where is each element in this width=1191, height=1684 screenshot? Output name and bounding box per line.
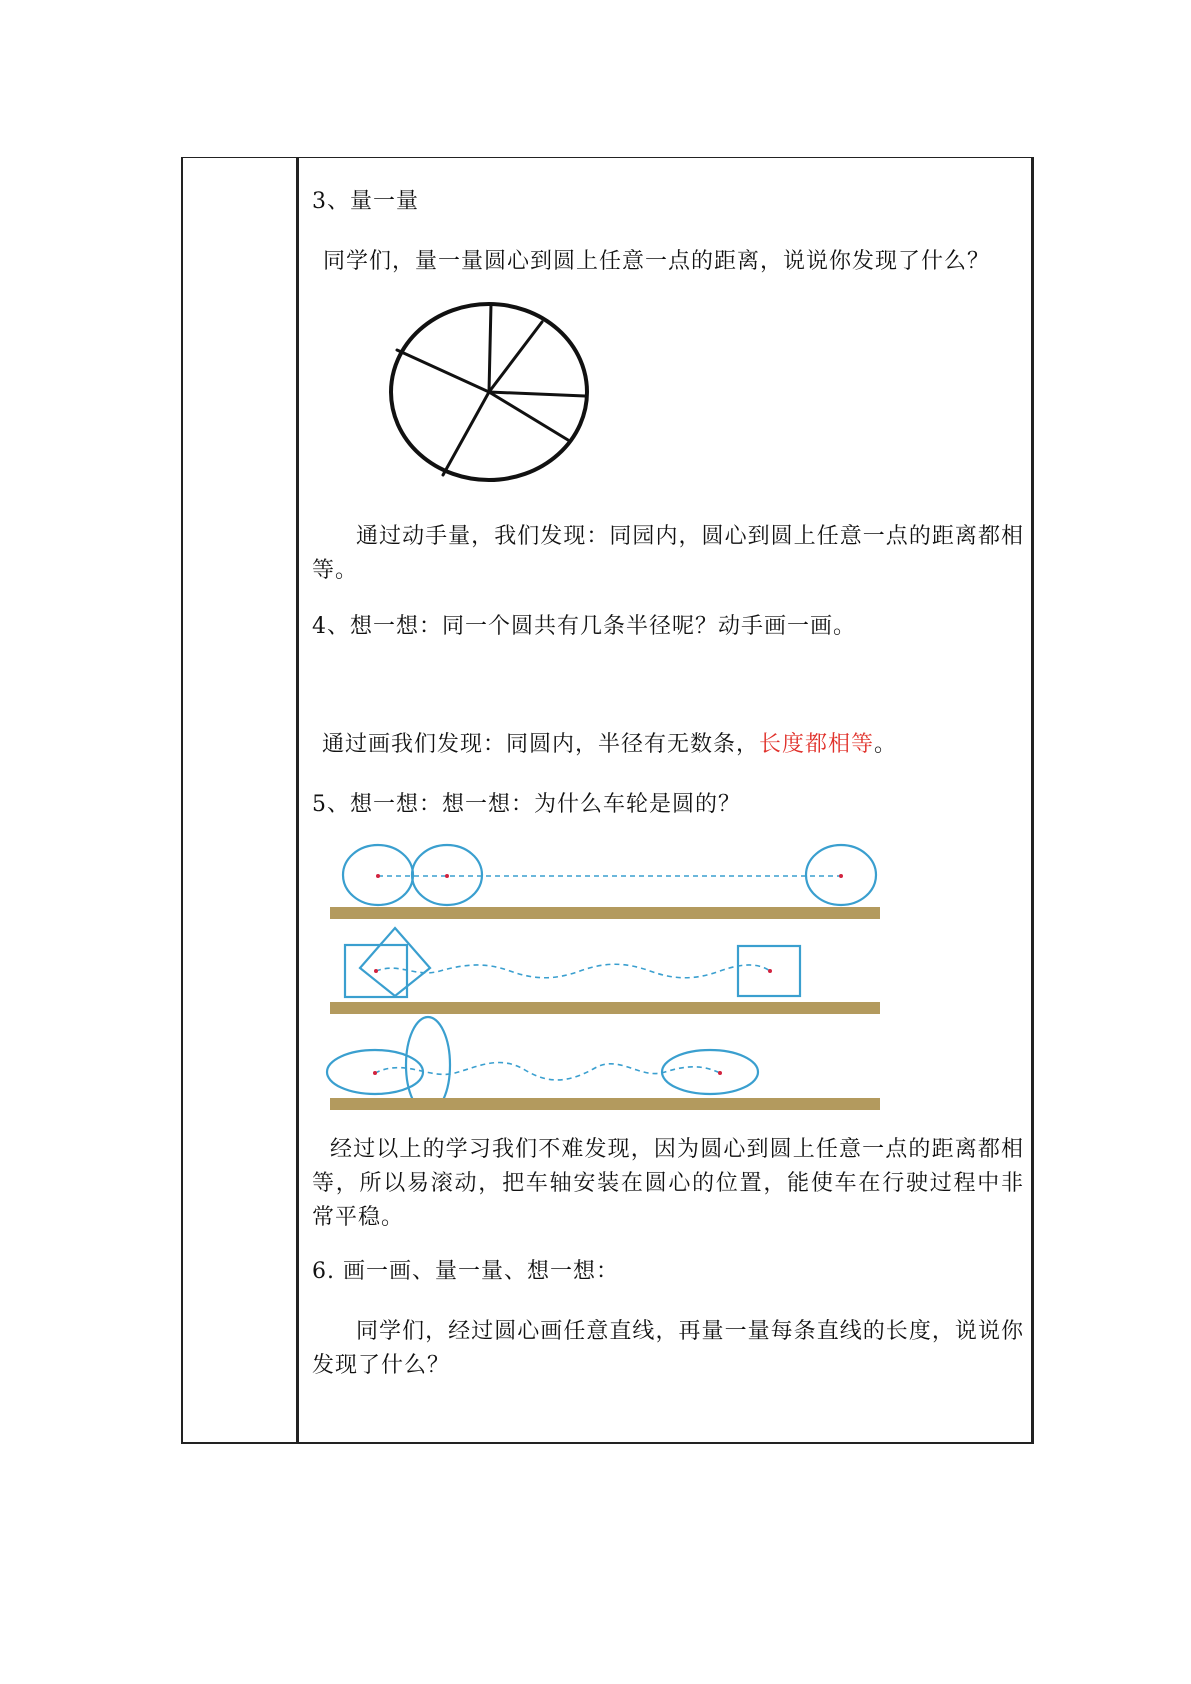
section-4-title: 4、想一想：同一个圆共有几条半径呢？动手画一画。 <box>312 614 856 639</box>
section-4-conclusion-suffix: 。 <box>874 732 898 757</box>
section-3-question: 同学们，量一量圆心到圆上任意一点的距离，说说你发现了什么？ <box>323 249 991 274</box>
section-5-title: 5、想一想：想一想：为什么车轮是圆的？ <box>312 792 741 817</box>
section-4-conclusion-highlight: 长度都相等 <box>759 732 875 757</box>
row-ellipses <box>327 1017 758 1110</box>
table-column-divider <box>296 157 299 1444</box>
row-squares <box>345 928 800 997</box>
section-3-title: 3、量一量 <box>312 189 419 214</box>
section-4-conclusion-prefix: 通过画我们发现：同圆内，半径有无数条， <box>322 732 760 757</box>
row-circles <box>343 845 876 905</box>
section-6-title: 6. 画一画、量一量、想一想： <box>312 1259 619 1284</box>
section-5-conclusion: 经过以上的学习我们不难发现，因为圆心到圆上任意一点的距离都相等，所以易滚动，把车轴安装在圆心的位置，能使车在行驶过程中非常平稳。 <box>312 1137 1024 1230</box>
rolling-shapes-illustration <box>310 840 930 1110</box>
section-6-question: 同学们，经过圆心画任意直线，再量一量每条直线的长度，说说你发现了什么？ <box>312 1319 1024 1378</box>
section-4-conclusion <box>322 728 897 762</box>
circle-with-radii-icon <box>385 300 595 490</box>
section-3-conclusion: 通过动手量，我们发现：同园内，圆心到圆上任意一点的距离都相等。 <box>312 524 1024 583</box>
